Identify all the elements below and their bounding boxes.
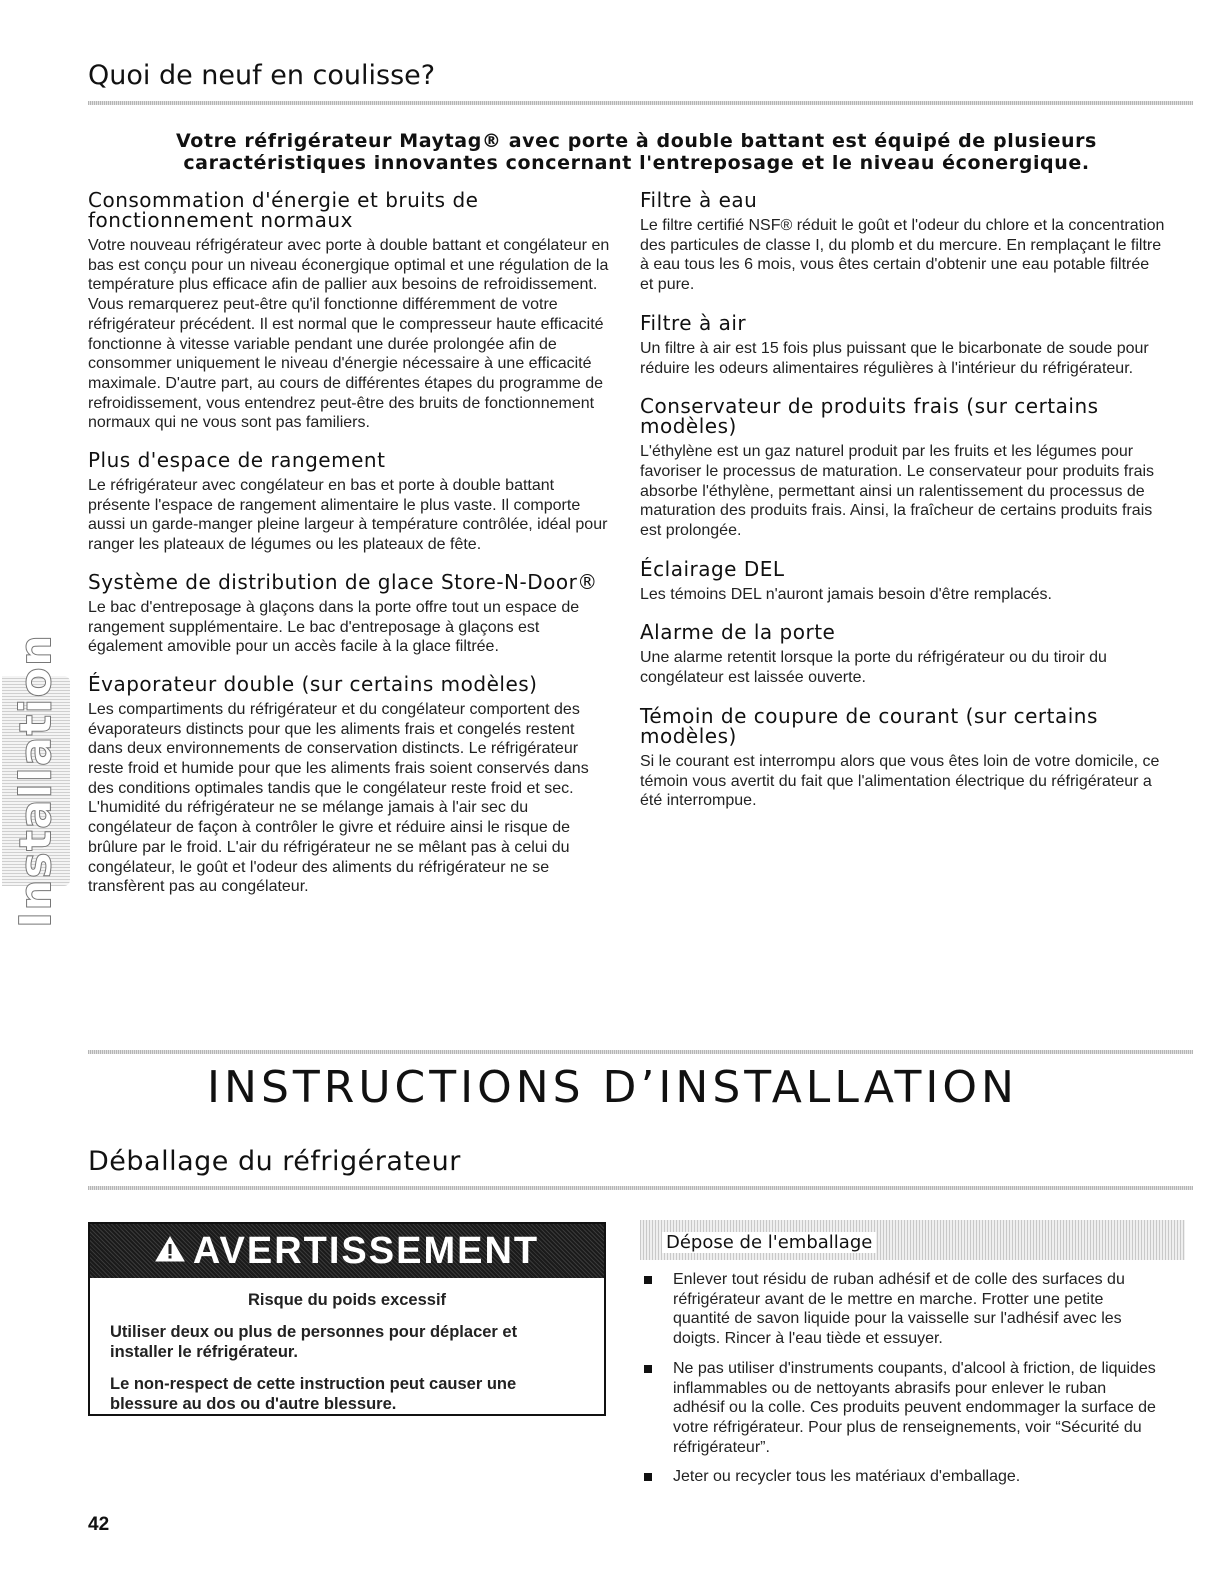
section-water-filter [640,190,1165,295]
section-door-alarm [640,622,1165,687]
section-heading: Système de distribution de glace Store-N-Door® [88,569,598,594]
packaging-list [640,1270,1160,1497]
warning-instruction: Utiliser deux ou plus de personnes pour déplacer et installer le réfrigérateur. [110,1323,518,1361]
warning-consequence: Le non-respect de cette instruction peut causer une blessure au dos ou d'autre blessure. [110,1375,517,1413]
section-heading: Conservateur de produits frais (sur certains modèles) [640,394,1099,439]
list-item-text: Ne pas utiliser d'instruments coupants, d'alcool à friction, de liquides inflammables ou de nettoyants abrasifs pour enlever le ruban adhésif ou la colle. Ces produits peuvent endommager la surface de votre réfrigérateur. Pour plus de renseignements, voir “Sécurité du réfrigérateur”. [673,1359,1156,1456]
section-body: Le filtre certifié NSF® réduit le goût et l'odeur du chlore et la concentration des particules de classe I, du plomb et du mercure. En remplaçant le filtre à eau tous les 6 mois, vous êtes certain d'obtenir une eau potable filtrée et pure. [640,217,1165,294]
warning-triangle-icon [155,1230,185,1273]
section-body: Un filtre à air est 15 fois plus puissant que le bicarbonate de soude pour réduire les odeurs alimentaires régulières à l'intérieur du réfrigérateur. [640,339,1149,377]
intro-text: Votre réfrigérateur Maytag® avec porte à double battant est équipé de plusieurs caractéristiques innovantes concernant l'entreposage et le niveau éconergique. [176,130,1097,174]
section-heading: Témoin de coupure de courant (sur certains modèles) [640,703,1098,748]
warning-box [88,1222,606,1416]
bullet-square-icon [644,1276,652,1284]
section-body: Le réfrigérateur avec congélateur en bas et porte à double battant présente l'espace de rangement alimentaire le plus vaste. Il comporte aussi un garde-manger pleine largeur à température contrôlée, idéal pour ranger les plateaux de légumes ou les plateaux de fête. [88,477,608,554]
section-body: L'éthylène est un gaz naturel produit par les fruits et les légumes pour favoriser le processus de maturation. Le conservateur pour produits frais absorbe l'éthylène, permettant ainsi un ralentissement du processus de maturation des produits frais. Ainsi, la fraîcheur de certains produits frais est prolongée. [640,443,1155,540]
section-body: Si le courant est interrompu alors que vous êtes loin de votre domicile, ce témoin vous avertit du fait que l'alimentation électrique du réfrigérateur a été interrompue. [640,752,1160,810]
section-body: Votre nouveau réfrigérateur avec porte à double battant et congélateur en bas est conçu pour un niveau éconergique optimal et une régulation de la température plus efficace afin de pallier aux besoins de refroidissement. Vous remarquerez peut-être qu'il fonctionne différemment de votre réfrigérateur précédent. Il est normal que le compresseur haute efficacité fonctionne à vitesse variable pendant une durée prolongée afin de consommer uniquement le niveau d'énergie nécessaire à une efficacité maximale. D'autre part, au cours de différentes étapes du programme de refroidissement, vous entendrez peut-être des bruits de fonctionnement normaux qui ne vous sont pas familiers. [88,237,610,432]
warning-risk: Risque du poids excessif [247,1291,447,1309]
section-heading: Consommation d'énergie et bruits de fonctionnement normaux [88,188,479,232]
bullet-square-icon [644,1473,652,1481]
section-heading: Alarme de la porte [640,620,836,645]
side-tab-label: Installation [10,633,62,929]
bullet-square-icon [644,1365,652,1373]
subtitle-rule [88,1186,1193,1190]
section-body: Les compartiments du réfrigérateur et du congélateur comportent des évaporateurs distincts pour que les aliments frais et congelés restent dans deux environnements de conservation distincts. Le réfrigérateur reste froid et humide pour que les aliments frais soient conservés dans des conditions optimales tandis que le congélateur reste froid et sec. L'humidité du réfrigérateur ne se mélange jamais à l'air sec du congélateur de façon à contrôler le givre et réduire ainsi le risque de brûlure par le froid. L'air du réfrigérateur ne se mêlant pas à celui du congélateur, le goût et l'odeur des aliments du réfrigérateur ne se transfèrent pas au congélateur. [88,700,589,896]
page-number: 42 [88,1514,110,1535]
left-column [88,190,610,914]
section-body: Une alarme retentit lorsque la porte du réfrigérateur ou du tiroir du congélateur est laissée ouverte. [640,649,1107,687]
section-heading: Éclairage DEL [640,556,785,581]
list-item [640,1467,1160,1487]
packaging-header [640,1220,1185,1260]
install-subtitle: Déballage du réfrigérateur [88,1146,461,1177]
section-heading: Filtre à air [640,310,747,335]
list-item [640,1270,1160,1349]
page-title: Quoi de neuf en coulisse? [88,60,436,91]
install-title: INSTRUCTIONS D’INSTALLATION [207,1062,1018,1113]
warning-header [90,1224,604,1278]
section-heading: Plus d'espace de rangement [88,448,386,473]
section-led-lighting [640,556,1165,605]
section-heading: Évaporateur double (sur certains modèles) [88,671,538,696]
list-item-text: Jeter ou recycler tous les matériaux d'emballage. [673,1468,1021,1486]
section-heading: Filtre à eau [640,188,758,212]
side-tab [2,633,70,929]
list-item-text: Enlever tout résidu de ruban adhésif et de colle des surfaces du réfrigérateur avant de le mettre en marche. Frotter une petite quantité de savon liquide pour la vaisselle sur l'adhésif avec les doigts. Rincer à l'eau tiède et essuyer. [673,1271,1125,1348]
list-item [640,1359,1160,1458]
right-column [640,190,1165,829]
section-energy [88,190,610,433]
section-air-filter [640,310,1165,378]
warning-label: AVERTISSEMENT [192,1229,540,1272]
section-ice-system [88,569,610,657]
section-body: Les témoins DEL n'auront jamais besoin d'être remplacés. [640,585,1052,603]
section-divider [88,1050,1193,1054]
section-produce-preserver [640,396,1165,541]
packaging-heading: Dépose de l'emballage [662,1232,876,1253]
section-body: Le bac d'entreposage à glaçons dans la porte offre tout un espace de rangement supplémentaire. Le bac d'entreposage à glaçons est également amovible pour un accès facile à la glace filtrée. [88,598,580,656]
section-storage [88,450,610,555]
section-power-outage [640,703,1165,811]
warning-body [90,1278,604,1414]
section-dual-evaporator [88,671,610,897]
title-rule [88,101,1193,105]
